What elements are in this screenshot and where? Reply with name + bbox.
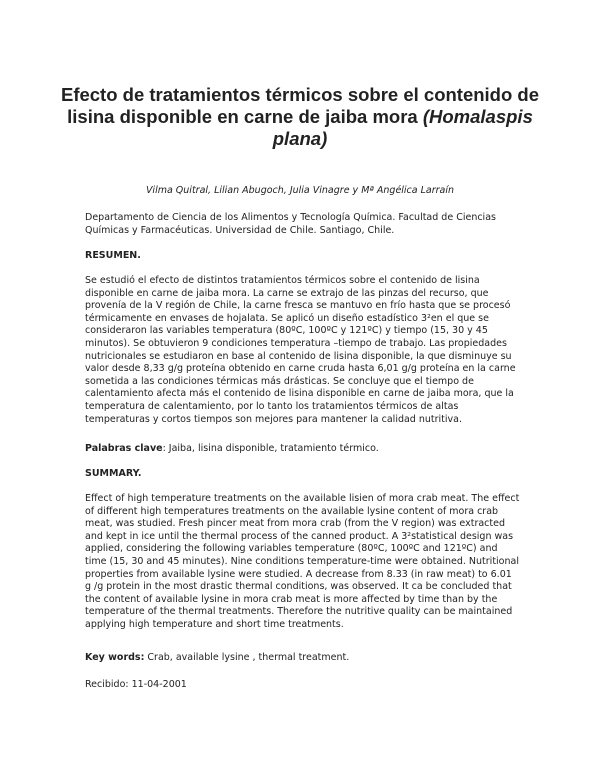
- summary-text: Effect of high temperature treatments on the available lisien of mora crab meat. The effect of different high temperatures treatments on the available lysine content of mora crab meat, was studied. Fresh pincer meat from mora crab (from the V region) was extracted and kept in ice until the thermal process of the canned product. A 3²statistical design was applied, considering the following variables temperature (80ºC, 100ºC and 121ºC) and time (15, 30 and 45 minutes). Nine conditions temperature-time were obtained. Nutritional properties from available lysine were studied. A decrease from 8.33 (in raw meat) to 6.01 g /g protein in the most drastic thermal conditions, was observed. It ca be concluded that the content of available lysine in mora crab meat is more affected by time than by the temperature of the thermal treatments. Therefore the nutritive quality can be maintained applying high temperature and short time treatments.: [85, 493, 520, 630]
- summary-heading: SUMMARY.: [85, 468, 142, 479]
- paper-title: [60, 84, 540, 150]
- affiliation: Departamento de Ciencia de los Alimentos y Tecnología Química. Facultad de Ciencias Químicas y Farmacéuticas. Universidad de Chile. Santiago, Chile.: [85, 212, 496, 236]
- title-main: Efecto de tratamientos térmicos sobre el contenido de lisina disponible en carne de jaiba mora: [60, 84, 540, 127]
- palabras-clave-text: : Jaiba, lisina disponible, tratamiento térmico.: [162, 443, 379, 454]
- palabras-clave: [85, 443, 520, 456]
- key-words-label: Key words:: [85, 652, 145, 663]
- received-date: Recibido: 11-04-2001: [85, 679, 187, 690]
- key-words: [85, 652, 520, 665]
- resumen-text: Se estudió el efecto de distintos tratamientos térmicos sobre el contenido de lisina disponible en carne de jaiba mora. La carne se extrajo de las pinzas del recurso, que provenía de la V región de Chile, la carne fresca se mantuvo en frío hasta que se procesó térmicamente en envases de hojalata. Se aplicó un diseño estadístico 3²en el que se consideraron las variables temperatura (80ºC, 100ºC y 121ºC) y tiempo (15, 30 y 45 minutos). Se obtuvieron 9 condiciones temperatura –tiempo de trabajo. Las propiedades nutricionales se estudiaron en base al contenido de lisina disponible, la que disminuye su valor desde 8,33 g/g proteína obtenido en carne cruda hasta 6,01 g/g proteína en la carne sometida a las condiciones térmicas más drásticas. Se concluye que el tiempo de calentamiento afecta más el contenido de lisina disponible en carne de jaiba mora, que la temperatura de calentamiento, por lo tanto los tratamientos térmicos de altas temperaturas y cortos tiempos son mejores para mantener la calidad nutritiva.: [85, 275, 516, 425]
- palabras-clave-label: Palabras clave: [85, 443, 163, 454]
- title-species: (Homalaspis plana): [272, 106, 533, 149]
- key-words-text: Crab, available lysine , thermal treatment.: [144, 652, 350, 663]
- resumen-heading: RESUMEN.: [85, 250, 141, 261]
- author-list: Vilma Quitral, Lilian Abugoch, Julia Vinagre y Mª Angélica Larraín: [145, 185, 455, 196]
